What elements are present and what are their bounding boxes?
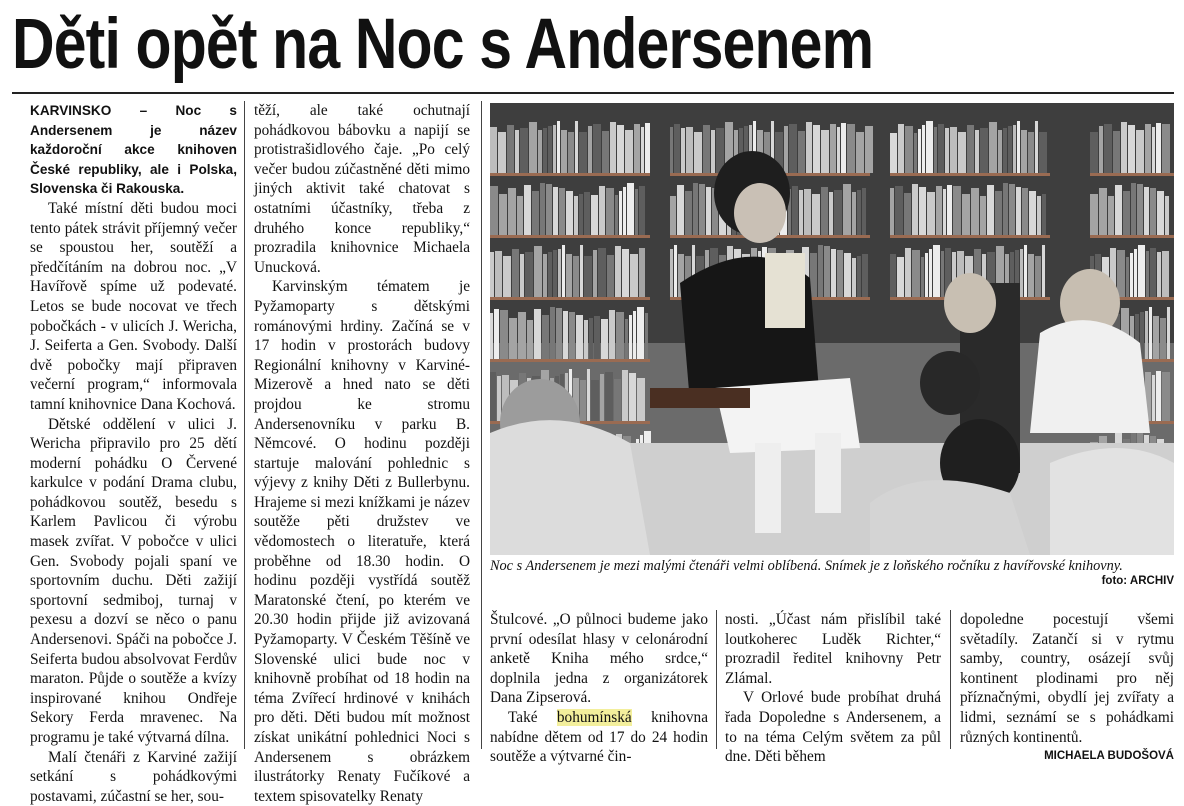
book-spine (1108, 196, 1114, 235)
book-spine (1009, 184, 1015, 235)
book-spine (561, 130, 567, 173)
book-spine (1160, 318, 1166, 359)
book-spine (637, 378, 645, 421)
book-spine (862, 188, 866, 235)
book-spine (912, 184, 918, 235)
book-spine (1022, 188, 1028, 235)
column-divider (716, 610, 717, 749)
book-spine (594, 316, 600, 359)
article-column-5 (960, 610, 1174, 763)
photo-credit: foto: ARCHIV (1101, 575, 1174, 587)
book-spine (1136, 130, 1144, 173)
column-divider (481, 101, 482, 749)
book-spine (580, 380, 586, 421)
book-spine (1042, 194, 1046, 235)
column-divider (244, 101, 245, 749)
book-spine (810, 253, 817, 297)
shelf-board (890, 173, 1050, 176)
book-spine (1150, 188, 1156, 235)
book-spine (548, 252, 552, 297)
article-column-1 (30, 101, 237, 805)
book-spine (639, 248, 645, 297)
book-spine (610, 122, 616, 173)
book-spine (670, 127, 673, 173)
book-spine (580, 245, 583, 297)
shelf-board (1090, 173, 1174, 176)
book-spine (938, 124, 944, 173)
book-spine (559, 188, 565, 235)
book-spine (934, 127, 937, 173)
book-spine (641, 127, 644, 173)
book-spine (598, 248, 606, 297)
book-spine (890, 188, 894, 235)
book-spine (616, 312, 624, 359)
book-spine (627, 183, 634, 235)
book-spine (694, 132, 702, 173)
photo-caption: Noc s Andersenem je mezi malými čtenáři velmi oblíbená. Snímek je z loňského ročníku z havířovské knihovny. (490, 558, 1123, 574)
book-spine (929, 249, 932, 297)
article-column-3 (490, 610, 708, 766)
book-spine (912, 250, 920, 297)
book-spine (525, 252, 533, 297)
book-spine (558, 249, 561, 297)
book-spine (566, 191, 573, 235)
paragraph: Také místní děti budou moci tento pátek strávit příjemný večer se spoustou her, soutěží a předčítáním na dobrou noc. „V Havířově spíme už podevaté. Letos se bude nocovat ve třech pobočkách - v ulicích J. Wericha, J. Seiferta a Gen. Svobody. Další dvě pobočky mají připraven večerní program,“ informovala tamní knihovnice Dana Kochová. (30, 199, 237, 413)
book-spine (947, 185, 952, 235)
paragraph (960, 610, 1174, 763)
book-spine (500, 310, 508, 359)
book-spine (607, 255, 614, 297)
book-spine (703, 125, 710, 173)
book-spine (950, 127, 957, 173)
book-spine (606, 188, 614, 235)
book-spine (540, 183, 545, 235)
book-spine (905, 126, 913, 173)
book-spine (615, 246, 621, 297)
book-spine (1152, 127, 1155, 173)
book-spine (591, 380, 599, 421)
book-spine (1113, 131, 1120, 173)
book-spine (1137, 184, 1143, 235)
book-spine (630, 254, 638, 297)
book-spine (553, 250, 557, 297)
book-spine (792, 186, 798, 235)
book-spine (575, 121, 578, 173)
book-spine (670, 249, 673, 297)
book-spine (927, 192, 935, 235)
book-spine (1003, 128, 1007, 173)
book-spine (1090, 132, 1098, 173)
book-spine (1126, 257, 1129, 297)
book-spine (834, 190, 842, 235)
book-spine (490, 252, 494, 297)
book-spine (538, 130, 542, 173)
book-spine (508, 188, 516, 235)
book-spine (711, 130, 715, 173)
book-spine (1099, 188, 1107, 235)
book-spine (568, 132, 574, 173)
book-spine (602, 131, 609, 173)
book-spine (784, 126, 788, 173)
book-spine (890, 133, 897, 173)
book-spine (844, 253, 851, 297)
book-spine (1104, 124, 1112, 173)
book-spine (574, 196, 578, 235)
book-spine (550, 307, 555, 359)
paragraph: Dětské oddělení v ulici J. Wericha připravilo pro 25 dětí moderní pohádku O Červené karkulce v podání Drama clubu, pohádkovou soutěž, besedu s Karlem Pavlicou či výrobu masek zvířat. V pobočce v ulici Gen. Svobody pojali spaní ve sportovním duchu. Děti zažijí sportovní sedmiboj, turnaj v pexesu a dozví se něco o panu Andersenovi. Spáči na pobočce J. Seiferta budou absolvovat Ferdův maraton. Půjde o soutěže a kvízy inspirované knihou Ondřeje Sekory Ferda mravenec. Na programu je také výtvarná dílna. (30, 415, 237, 746)
text-run: Také (508, 708, 557, 726)
book-spine (789, 124, 797, 173)
book-spine (953, 186, 961, 235)
book-spine (615, 195, 618, 235)
book-spine (1117, 250, 1125, 297)
book-spine (512, 249, 519, 297)
book-spine (1145, 311, 1148, 359)
book-spine (905, 248, 911, 297)
book-spine (579, 194, 583, 235)
book-spine (813, 125, 820, 173)
book-spine (1167, 307, 1170, 359)
book-spine (1152, 375, 1155, 421)
book-spine (645, 313, 648, 359)
column-divider (950, 610, 951, 749)
book-spine (527, 320, 533, 359)
book-spine (852, 192, 856, 235)
shelf-board (490, 297, 650, 300)
book-spine (518, 312, 526, 359)
book-spine (918, 129, 921, 173)
book-spine (629, 373, 636, 421)
book-spine (543, 254, 547, 297)
book-spine (1157, 252, 1161, 297)
book-spine (975, 130, 979, 173)
paragraph: Štulcové. „O půlnoci budeme jako první odesílat hlasy v celonárodní anketě Kniha mého srdce,“ doplnila jedna z organizátorek Dana Zipserová. (490, 611, 708, 707)
book-spine (588, 126, 592, 173)
book-spine (812, 194, 820, 235)
book-spine (542, 315, 549, 359)
headline-rule (12, 92, 1174, 94)
book-spine (806, 122, 812, 173)
book-spine (635, 189, 638, 235)
shelf-board (490, 173, 650, 176)
book-spine (1090, 194, 1098, 235)
book-spine (645, 123, 650, 173)
book-spine (600, 374, 604, 421)
paragraph: Karvinským tématem je Pyžamoparty s dětskými románovými hrdiny. Začíná se v 17 hodin v prostorách budovy Regionální knihovny v Karviné-Mizerově a hned nato se děti projdou ke stromu Andersenovníku v parku B. Němcové. O hodinu později startuje malování pohlednic s výjevy z knihy Děti z Bullerbynu. Hrajeme si mezi knížkami je název soutěže pěti družstev ve vědomostech o literatuře, která proběhne od 18.30 hodin. O hodinu později vystřídá soutěž Maratonské čtení, po kterém ve 20.30 hodin přijde již avizovaná Pyžamoparty. V Českém Těšíně ve Slovenské ulici bude noc v knihovně probíhat od 18 hodin na téma Zvířecí hrdinové v knihách pro děti. Děti budou mít možnost získat unikátní pohlednici Noci s Andersenem s obrázkem ilustrátorky Renaty Fučíkové a textem spisovatelky Renaty (254, 278, 470, 805)
book-spine (556, 308, 562, 359)
book-spine (1035, 121, 1038, 173)
book-spine (1162, 251, 1169, 297)
book-spine (799, 190, 803, 235)
book-spine (890, 254, 896, 297)
book-spine (490, 186, 498, 235)
book-spine (922, 125, 925, 173)
text-run: dopoledne pocestují všemi světadíly. Zatančí si v rytmu samby, country, osázejí svůj kontinent plodinami pro něj příznačnými, obydlí jej zvířaty a lidmi, seznámí se s pohádkami různých kontinentů. (960, 611, 1174, 746)
book-spine (563, 311, 568, 359)
book-spine (557, 121, 560, 173)
book-spine (546, 184, 552, 235)
paragraph: těží, ale také ochutnají pohádkovou bábovku a napijí se protistrašidlového čaje. „Po celý večer budou zúčastněné děti mimo jiných aktivit také chatovat s ostatními účastníky, třeba z druhého konce republiky,“ prozradila knihovnice Michaela Unucková. (254, 102, 470, 276)
book-spine (926, 121, 933, 173)
book-spine (821, 130, 829, 173)
book-spine (1115, 185, 1122, 235)
book-spine (843, 184, 851, 235)
book-spine (943, 189, 946, 235)
book-spine (593, 124, 601, 173)
book-spine (829, 192, 833, 235)
headline: Děti opět na Noc s Andersenem (12, 5, 874, 84)
book-spine (639, 186, 645, 235)
book-spine (1157, 191, 1164, 235)
book-spine (622, 370, 628, 421)
book-spine (831, 249, 836, 297)
book-spine (520, 254, 524, 297)
book-spine (1099, 126, 1103, 173)
book-spine (566, 254, 572, 297)
book-spine (625, 319, 628, 359)
book-spine (685, 191, 692, 235)
book-spine (614, 379, 621, 421)
book-spine (967, 125, 974, 173)
book-spine (1149, 307, 1152, 359)
shelf-board (890, 235, 1050, 238)
book-spine (895, 186, 903, 235)
book-spine (987, 185, 994, 235)
book-spine (898, 124, 904, 173)
book-spine (534, 309, 541, 359)
book-spine (914, 133, 917, 173)
book-spine (622, 249, 629, 297)
book-spine (1144, 187, 1149, 235)
book-spine (490, 313, 493, 359)
book-spine (532, 191, 539, 235)
book-spine (1138, 245, 1145, 297)
book-spine (1037, 196, 1041, 235)
book-spine (837, 127, 840, 173)
lead-paragraph: KARVINSKO – Noc s Andersenem je název každoroční akce knihoven České republiky, ale i Polska, Slovenska či Rakouska. (30, 103, 237, 197)
book-spine (1162, 372, 1170, 421)
book-spine (490, 127, 497, 173)
book-spine (1121, 122, 1127, 173)
book-spine (857, 256, 861, 297)
book-spine (548, 126, 552, 173)
book-spine (798, 131, 805, 173)
book-spine (1156, 371, 1161, 421)
book-spine (837, 250, 843, 297)
book-spine (818, 245, 823, 297)
book-spine (1150, 248, 1156, 297)
book-spine (1165, 196, 1169, 235)
book-spine (633, 311, 636, 359)
book-spine (562, 245, 565, 297)
book-spine (609, 310, 615, 359)
book-spine (1008, 126, 1012, 173)
book-spine (847, 124, 855, 173)
book-spine (980, 128, 988, 173)
highlighted-word: bohumínská (556, 708, 632, 726)
book-spine (925, 253, 928, 297)
book-spine (497, 376, 501, 421)
paragraph: Malí čtenáři z Karviné zažijí setkání s pohádkovými postavami, zúčastní se her, sou- (30, 748, 237, 805)
book-spine (553, 125, 556, 173)
book-spine (998, 130, 1002, 173)
book-spine (623, 187, 626, 235)
book-spine (599, 186, 605, 235)
book-spine (897, 257, 904, 297)
paragraph: nosti. „Účast nám přislíbil také loutkoherec Luděk Richter,“ prozradil ředitel knihovny Petr Zlámal. (725, 611, 941, 687)
article-photo (490, 103, 1174, 555)
book-spine (857, 190, 861, 235)
book-spine (625, 130, 633, 173)
book-spine (1013, 125, 1016, 173)
book-spine (494, 309, 499, 359)
book-spine (637, 307, 644, 359)
article-column-4 (725, 610, 941, 766)
book-spine (543, 128, 547, 173)
book-spine (1145, 124, 1151, 173)
paragraph: V Orlové bude probíhat druhá řada Dopoledne s Andersenem, a to na téma Celým světem za půl dne. Děti během (725, 689, 941, 766)
text-run: knihovna nabídne dětem od 17 do 24 hodin soutěže a výtvarné čin- (490, 708, 708, 766)
book-spine (852, 258, 856, 297)
book-spine (804, 189, 811, 235)
book-spine (674, 245, 677, 297)
book-spine (490, 372, 496, 421)
book-spine (629, 315, 632, 359)
book-spine (962, 194, 970, 235)
book-spine (1003, 183, 1008, 235)
book-spine (553, 187, 558, 235)
book-spine (495, 251, 502, 297)
book-spine (1123, 191, 1130, 235)
book-spine (958, 132, 966, 173)
book-spine (865, 126, 873, 173)
book-spine (520, 128, 528, 173)
library-reading-photo (490, 103, 1174, 555)
book-spine (971, 188, 979, 235)
book-spine (507, 125, 514, 173)
book-spine (584, 320, 588, 359)
book-spine (1162, 124, 1170, 173)
book-spine (515, 130, 519, 173)
book-spine (634, 124, 640, 173)
book-spine (529, 122, 537, 173)
book-spine (579, 132, 587, 173)
byline: MICHAELA BUDOŠOVÁ (1044, 750, 1174, 763)
book-spine (1021, 130, 1027, 173)
book-spine (499, 194, 507, 235)
book-spine (989, 122, 997, 173)
book-spine (1024, 245, 1027, 297)
book-spine (904, 193, 911, 235)
book-spine (524, 185, 531, 235)
book-spine (509, 318, 517, 359)
book-spine (830, 124, 836, 173)
book-spine (1039, 132, 1047, 173)
book-spine (619, 191, 622, 235)
book-spine (941, 251, 944, 297)
book-spine (573, 256, 579, 297)
book-spine (1028, 132, 1034, 173)
book-spine (936, 186, 942, 235)
book-spine (1128, 125, 1135, 173)
book-spine (589, 318, 593, 359)
book-spine (706, 187, 711, 235)
book-spine (1029, 191, 1036, 235)
shelf-board (1090, 235, 1174, 238)
book-spine (980, 196, 986, 235)
book-spine (1131, 183, 1136, 235)
book-spine (921, 257, 924, 297)
book-spine (699, 184, 705, 235)
book-spine (1130, 253, 1133, 297)
book-spine (841, 123, 846, 173)
book-spine (677, 185, 684, 235)
paragraph (490, 708, 708, 767)
book-spine (1146, 251, 1149, 297)
book-spine (1156, 123, 1161, 173)
book-spine (1020, 249, 1023, 297)
book-spine (945, 128, 949, 173)
book-spine (1028, 254, 1034, 297)
shelf-board (490, 359, 650, 362)
book-spine (1042, 245, 1045, 297)
book-spine (674, 124, 680, 173)
book-spine (593, 250, 597, 297)
book-spine (856, 132, 864, 173)
book-spine (576, 315, 583, 359)
book-spine (1035, 256, 1041, 297)
book-spine (517, 196, 523, 235)
book-spine (933, 245, 940, 297)
book-spine (605, 372, 613, 421)
book-spine (498, 132, 506, 173)
book-spine (591, 195, 598, 235)
book-spine (617, 125, 624, 173)
book-spine (686, 127, 693, 173)
book-spine (1134, 249, 1137, 297)
book-spine (584, 192, 590, 235)
article-column-2 (254, 101, 470, 805)
book-spine (1016, 187, 1021, 235)
book-spine (670, 196, 676, 235)
book-spine (995, 191, 1002, 235)
book-spine (862, 254, 868, 297)
book-spine (587, 369, 590, 421)
shelf-board (490, 235, 650, 238)
book-spine (821, 187, 828, 235)
book-spine (1153, 316, 1159, 359)
book-spine (569, 312, 575, 359)
book-spine (534, 246, 542, 297)
book-spine (1017, 121, 1020, 173)
book-spine (824, 246, 830, 297)
book-spine (601, 319, 608, 359)
book-spine (503, 256, 511, 297)
book-spine (693, 183, 698, 235)
book-spine (919, 187, 926, 235)
book-spine (584, 256, 592, 297)
book-spine (681, 128, 685, 173)
